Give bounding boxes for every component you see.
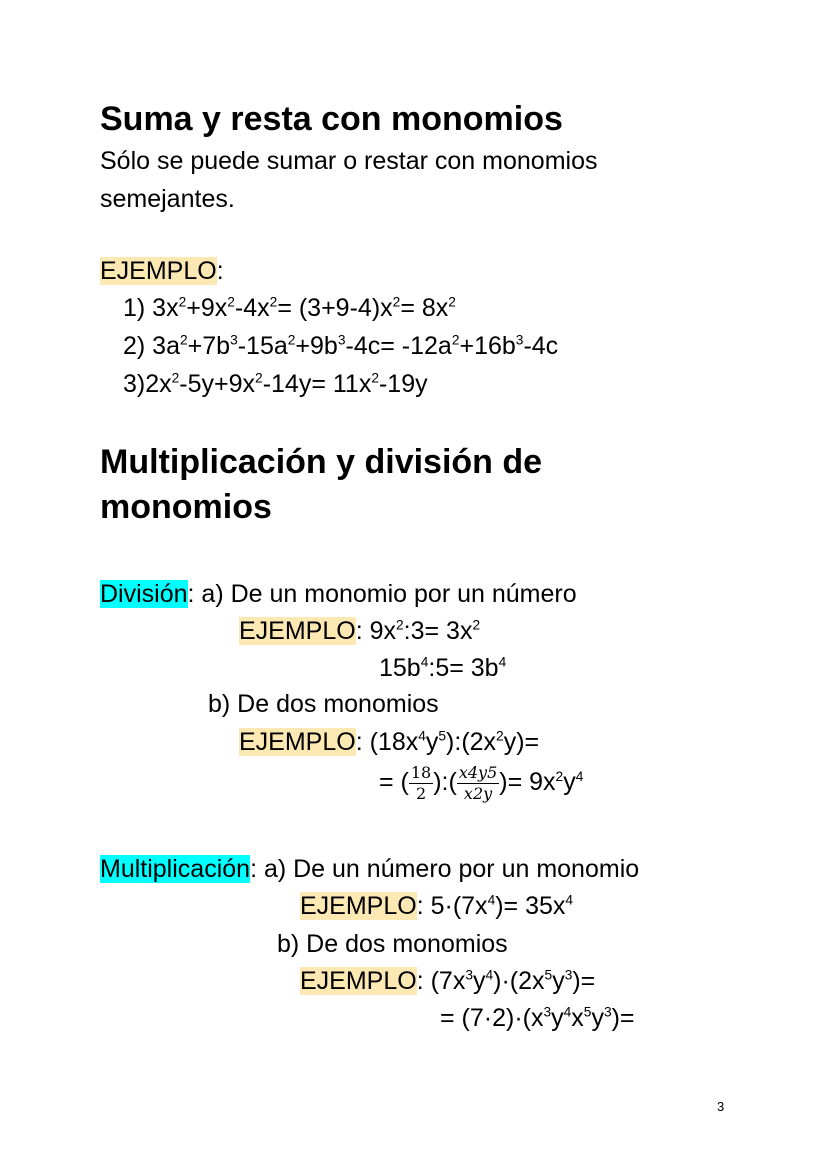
section-title-mult-div-line1: Multiplicación y división de [100, 443, 543, 481]
division-example-2: $15b^4:5= 3b^4$ [379, 654, 507, 682]
division-example-4: = ( $\frac{18}{2}$ ):( $\frac{x4y5}{x2y}$ )= $9x^2y^4$ [379, 763, 584, 803]
example-label: EJEMPLO [300, 892, 417, 920]
division-example-3: EJEMPLO: $(18x^4y^5):(2x^2y)=$ [239, 728, 540, 756]
fraction-18-over-2: $\frac{18}{2}$ [410, 763, 432, 803]
multiplicacion-label: Multiplicación [100, 855, 251, 883]
multiplicacion-example-3: = $(7\cdot 2)\cdot(x^3y^4x^5y^3)=$ [440, 1004, 635, 1032]
example-heading [100, 257, 224, 286]
intro-text-line2: semejantes. [100, 185, 235, 213]
example-label: EJEMPLO [100, 257, 217, 285]
section-title-suma-resta: Suma y resta con monomios [100, 100, 563, 138]
intro-text-line1: Sólo se puede sumar o restar con monomios [100, 147, 598, 175]
example-1: 1) $3x^2+9x^2-4x^2= (3+9-4)x^2= 8x^2$ [123, 294, 456, 322]
example-2: 2) $3a^2+7b^3-15a^2+9b^3-4c= -12a^2+16b^3-4c$ [123, 332, 559, 360]
multiplicacion-b-text: b) De dos monomios [277, 930, 508, 958]
example-colon: : [216, 257, 224, 285]
example-label: EJEMPLO [300, 967, 417, 995]
example-3: $3)2x^2-5y+9x^2-14y= 11x^2-19y$ [123, 370, 428, 398]
example-label: EJEMPLO [239, 617, 356, 645]
multiplicacion-example-2: EJEMPLO: $(7x^3y^4)\cdot(2x^5y^3)=$ [300, 967, 596, 995]
division-heading: División: a) De un monomio por un número [100, 580, 577, 608]
multiplicacion-example-1: EJEMPLO: $5\cdot(7x^4)= 35x^4$ [300, 892, 574, 920]
fraction-monomials: $\frac{x4y5}{x2y}$ [458, 763, 498, 803]
example-label: EJEMPLO [239, 728, 356, 756]
multiplicacion-heading: Multiplicación: a) De un número por un monomio [100, 855, 640, 883]
page-number: 3 [717, 1099, 725, 1114]
division-b-text: b) De dos monomios [208, 690, 439, 718]
division-label: División [100, 580, 188, 608]
section-title-mult-div-line2: monomios [100, 488, 272, 526]
division-example-1: EJEMPLO: $9x^2:3= 3x^2$ [239, 617, 481, 645]
